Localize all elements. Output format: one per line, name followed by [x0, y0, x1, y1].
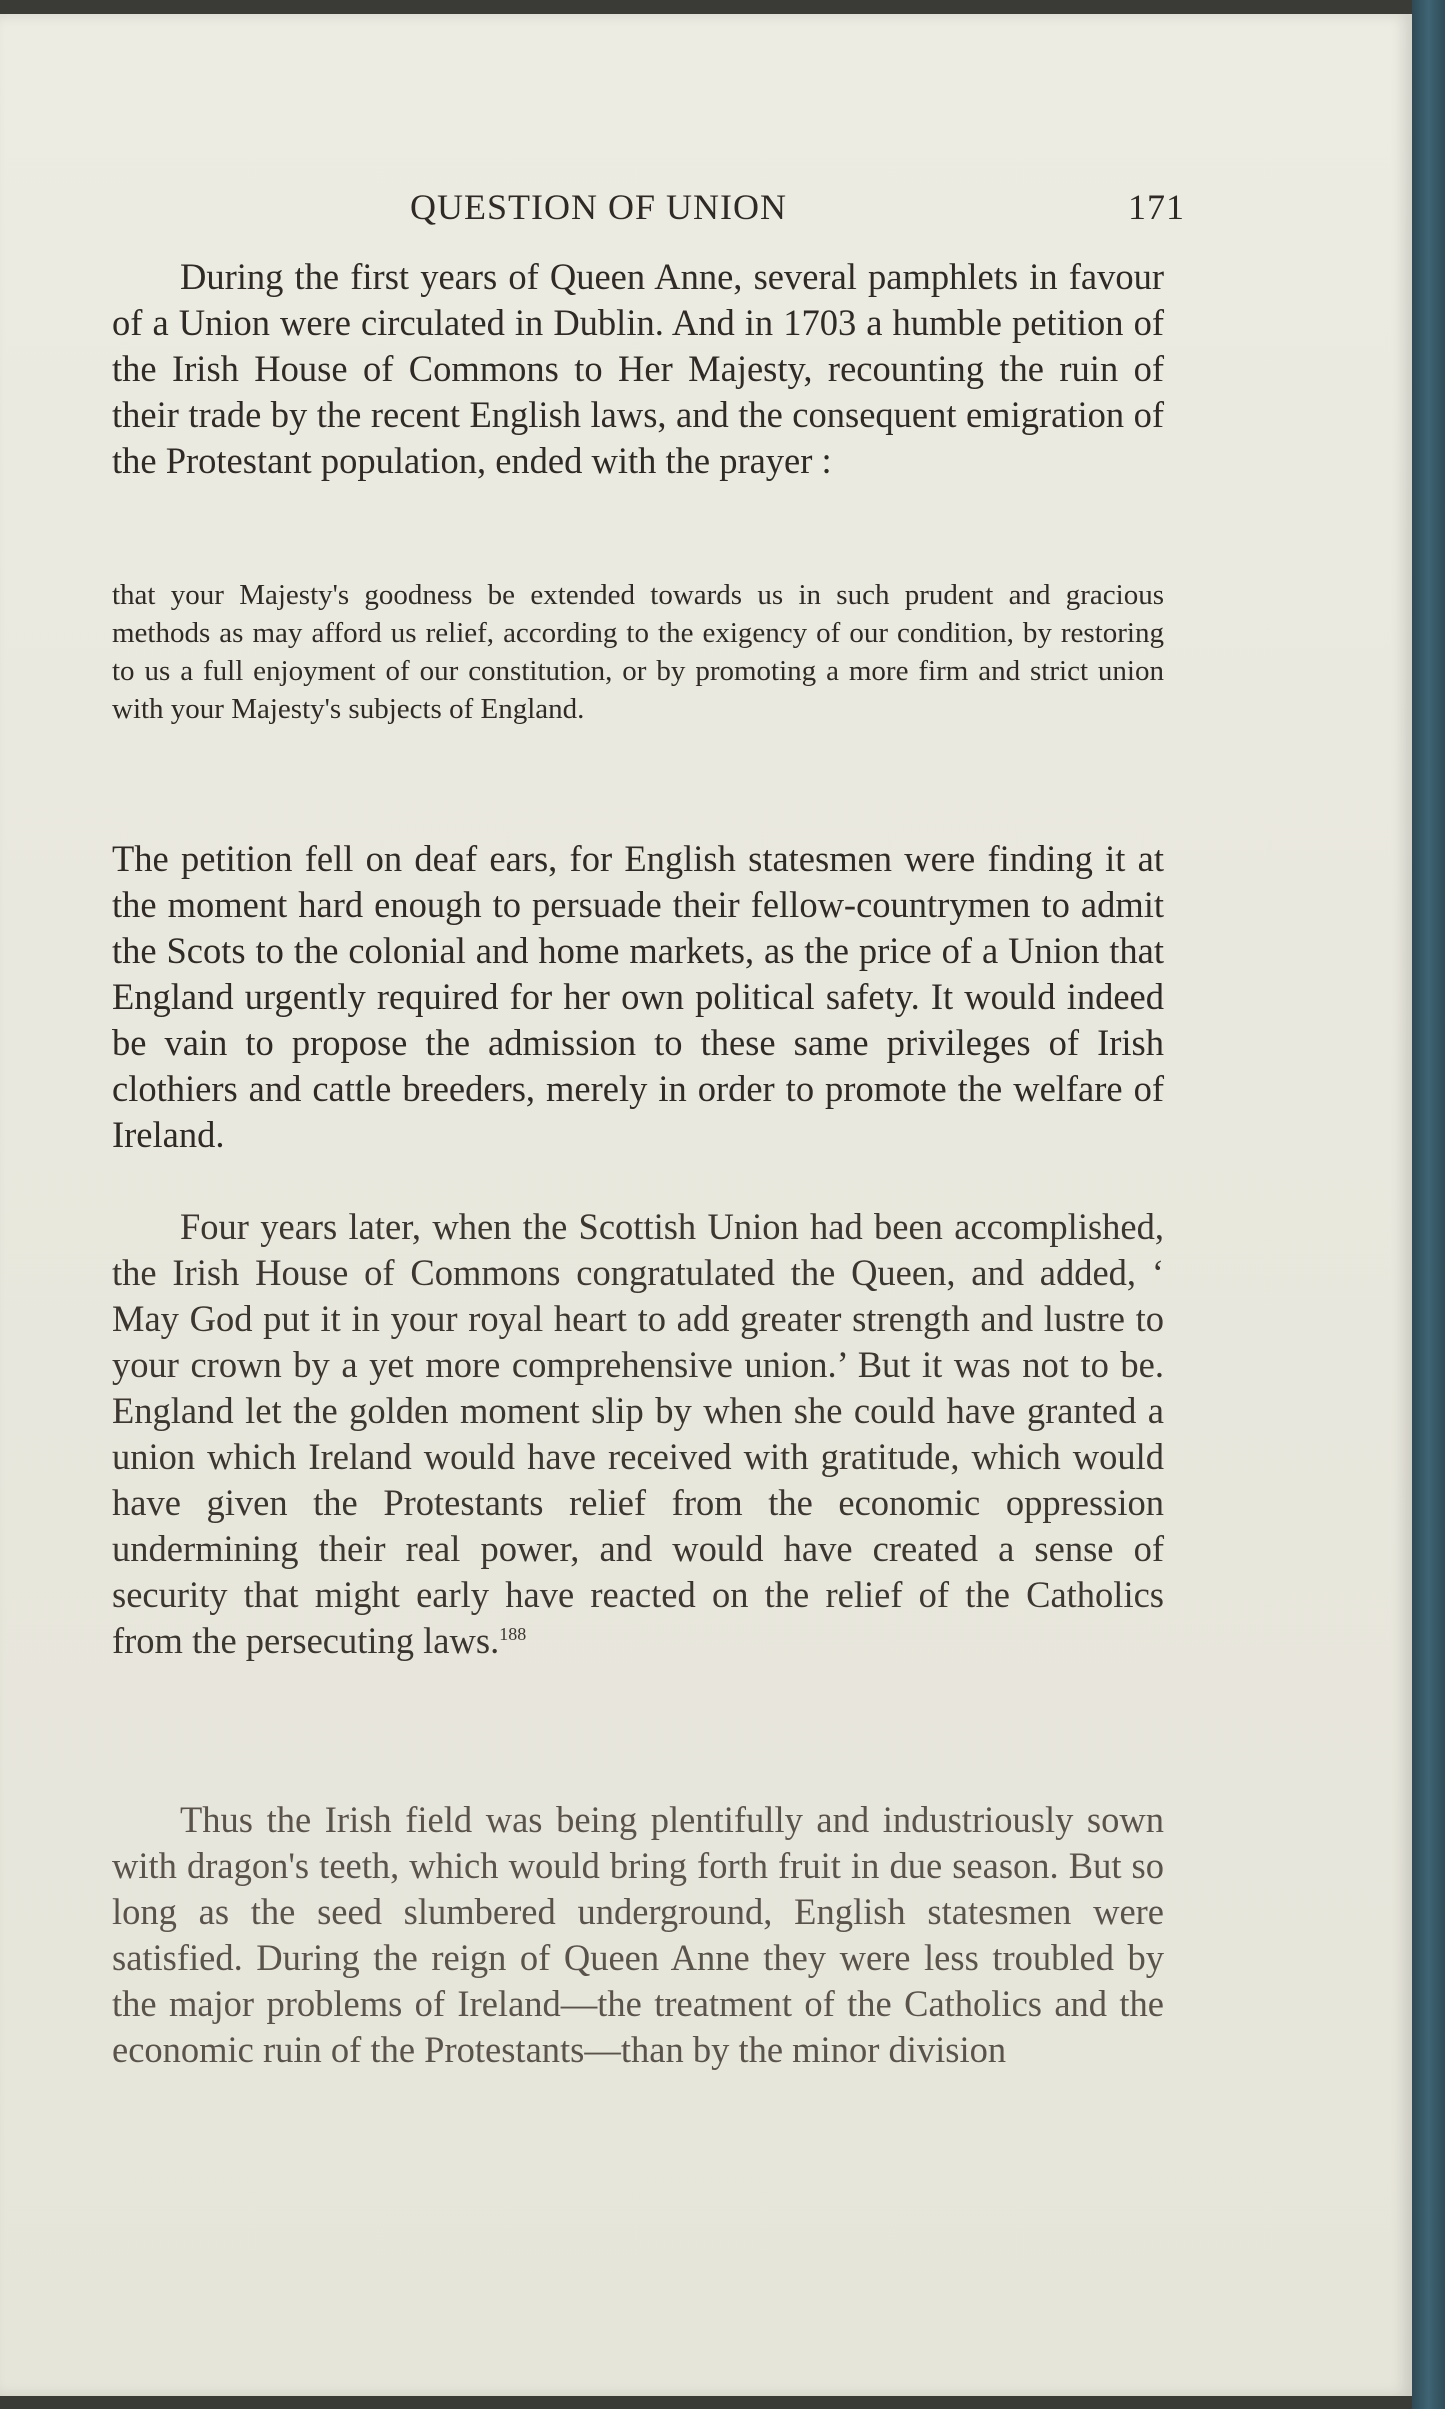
paragraph-4: [112, 1797, 1164, 2073]
page-number: 171: [1128, 187, 1185, 227]
paragraph-3-text: Four years later, when the Scottish Union had been accomplished, the Irish House of Commons congratulated the Queen, and added, ‘ May God put it in your royal heart to add greater strength and lustre to your crown by a yet more comprehensive union.’ But it was not to be. England let the golden moment slip by when she could have granted a union which Ireland would have received with gratitude, which would have given the Protestants relief from the economic oppression undermining their real power, and would have created a sense of security that might early have reacted on the relief of the Catholics from the persecuting laws.: [112, 1206, 1164, 1661]
footnote-marker: 188: [499, 1623, 527, 1644]
paragraph-4-text: Thus the Irish field was being plentifully and industriously sown with dragon's teeth, which would bring forth fruit in due season. But so long as the seed slumbered underground, English statesmen were satisfied. During the reign of Queen Anne they were less troubled by the major problems of Ireland—the treatment of the Catholics and the economic ruin of the Protestants—than by the minor division: [112, 1799, 1164, 2070]
book-page: [0, 14, 1412, 2396]
paragraph-3: [112, 1204, 1164, 1664]
block-quote: [112, 576, 1164, 728]
book-cover-edge: [1412, 0, 1445, 2409]
paragraph-1-text: During the first years of Queen Anne, several pamphlets in favour of a Union were circulated in Dublin. And in 1703 a humble petition of the Irish House of Commons to Her Majesty, recounting the ruin of their trade by the recent English laws, and the consequent emigration of the Protestant population, ended with the prayer :: [112, 256, 1164, 481]
paragraph-2-text: The petition fell on deaf ears, for English statesmen were finding it at the moment hard enough to persuade their fellow-countrymen to admit the Scots to the colonial and home markets, as the price of a Union that England urgently required for her own political safety. It would indeed be vain to propose the admission to these same privileges of Irish clothiers and cattle breeders, merely in order to promote the welfare of Ireland.: [112, 838, 1164, 1155]
block-quote-text: that your Majesty's goodness be extended towards us in such prudent and gracious methods as may afford us relief, according to the exigency of our condition, by restoring to us a full enjoyment of our constitution, or by promoting a more firm and strict union with your Majesty's subjects of England.: [112, 579, 1164, 725]
running-head: [410, 186, 1185, 228]
running-head-title: QUESTION OF UNION: [410, 187, 787, 227]
paragraph-1: [112, 254, 1164, 484]
paragraph-2: [112, 836, 1164, 1158]
